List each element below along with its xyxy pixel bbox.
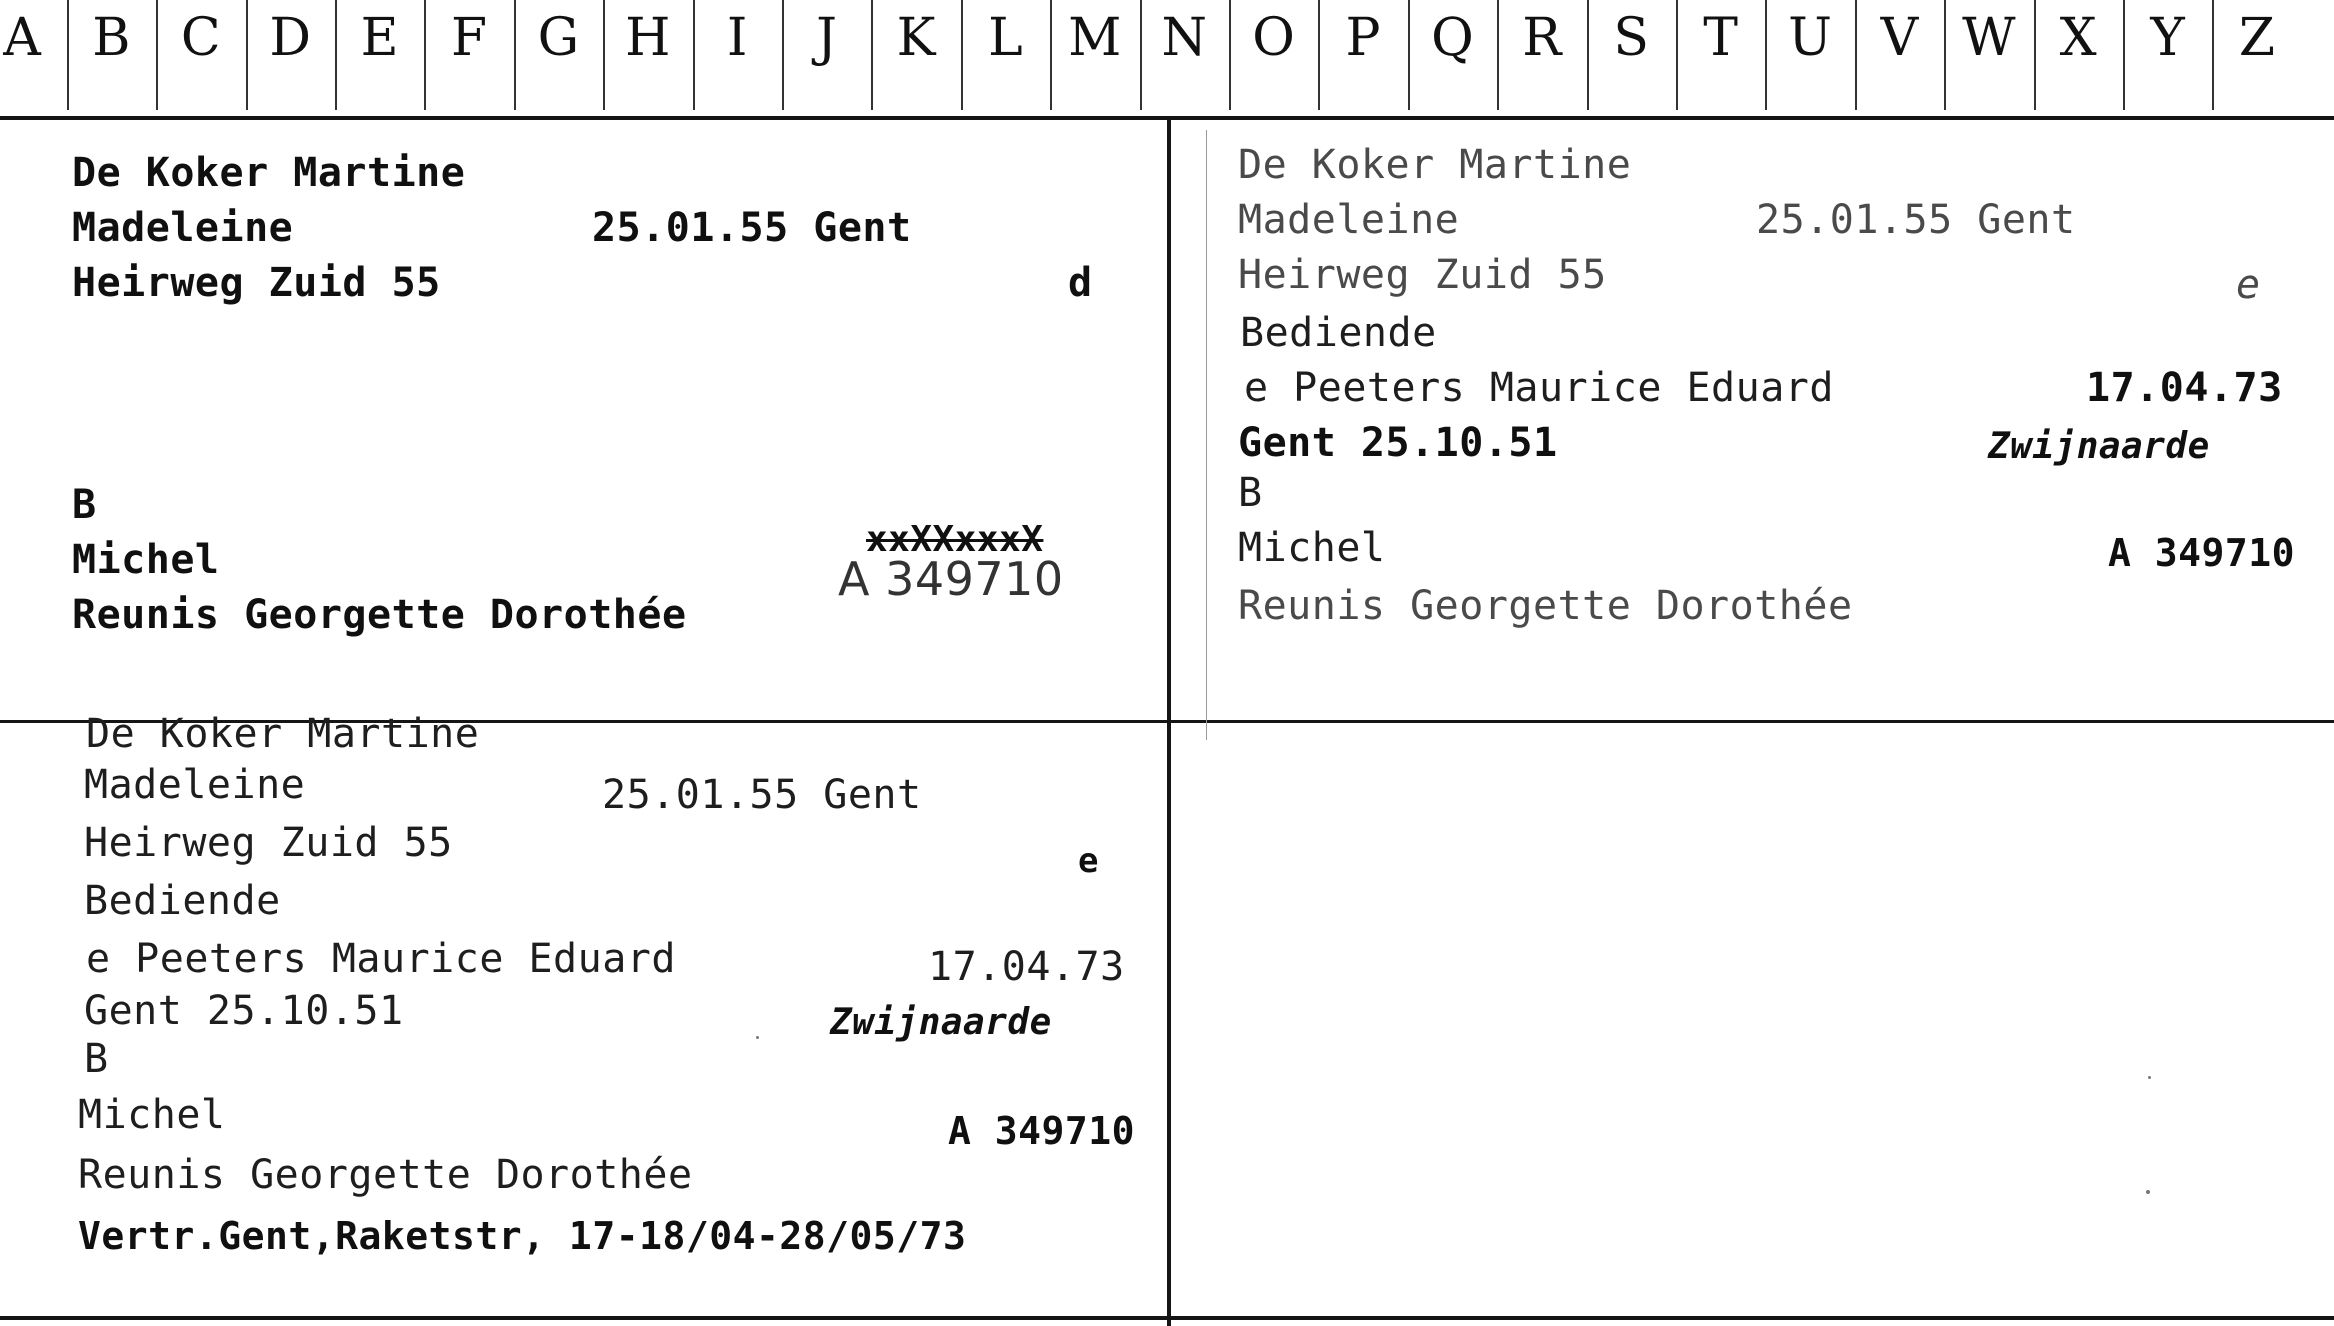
father-name: Michel	[1238, 525, 1386, 571]
ruler-letter-r: R	[1522, 8, 1562, 68]
ruler-tick	[1140, 0, 1142, 110]
address: Heirweg Zuid 55	[84, 820, 453, 866]
surname: De Koker Martine	[1238, 142, 1632, 188]
status-mark: e	[2236, 262, 2261, 308]
status-mark: d	[1068, 260, 1093, 306]
mother-name: Reunis Georgette Dorothée	[1238, 583, 1853, 629]
ruler-tick	[961, 0, 963, 110]
spouse-birth: Gent 25.10.51	[84, 988, 404, 1034]
occupation: Bediende	[84, 878, 281, 924]
ruler-letter-x: X	[2059, 8, 2097, 68]
spouse-name: e Peeters Maurice Eduard	[1244, 365, 1834, 411]
ruler-letter-t: T	[1703, 8, 1738, 68]
birth-date-place: 25.01.55 Gent	[1756, 197, 2076, 243]
ruler-tick	[1765, 0, 1767, 110]
scan-speck	[756, 1036, 759, 1039]
crossed-out-number: xxXXxxxX	[866, 519, 1044, 560]
registration-number: A 349710	[838, 552, 1064, 606]
ruler-tick	[424, 0, 426, 110]
ruler-letter-a: A	[3, 8, 41, 68]
surname: De Koker Martine	[86, 711, 480, 757]
marriage-date: 17.04.73	[928, 944, 1125, 990]
ruler-letter-g: G	[537, 8, 580, 68]
ruler-letter-w: W	[1962, 8, 2016, 68]
ruler-letter-u: U	[1788, 8, 1832, 68]
ruler-letter-l: L	[988, 8, 1023, 68]
ruler-tick	[1944, 0, 1946, 110]
mother-name: Reunis Georgette Dorothée	[72, 592, 687, 638]
ruler-letter-j: J	[816, 8, 838, 68]
ruler-tick	[156, 0, 158, 110]
marriage-place: Zwijnaarde	[1988, 426, 2210, 467]
ruler-letter-e: E	[360, 8, 399, 68]
ruler-letter-y: Y	[2150, 8, 2185, 68]
ruler-letter-o: O	[1252, 8, 1295, 68]
code-letter: B	[1238, 470, 1263, 516]
scan-speck	[2148, 1076, 2151, 1079]
ruler-tick	[1408, 0, 1410, 110]
ruler-tick	[871, 0, 873, 110]
ruler-letter-z: Z	[2238, 8, 2276, 68]
ruler-tick	[1587, 0, 1589, 110]
ruler-letter-q: Q	[1431, 8, 1474, 68]
ruler-letter-d: D	[269, 8, 312, 68]
code-letter: B	[72, 482, 97, 528]
surname: De Koker Martine	[72, 150, 466, 196]
address: Heirweg Zuid 55	[1238, 252, 1607, 298]
registration-number: A 349710	[948, 1109, 1136, 1153]
status-mark: e	[1078, 841, 1099, 881]
marriage-date: 17.04.73	[2086, 365, 2283, 411]
ruler-tick	[1229, 0, 1231, 110]
ruler-tick	[2212, 0, 2214, 110]
registration-number: A 349710	[2108, 531, 2296, 575]
ruler-letter-f: F	[450, 8, 488, 68]
ruler-tick	[782, 0, 784, 110]
address: Heirweg Zuid 55	[72, 260, 441, 306]
ruler-tick	[514, 0, 516, 110]
center-divider-line	[1167, 118, 1171, 1326]
ruler-tick	[1497, 0, 1499, 110]
ruler-tick	[2123, 0, 2125, 110]
ruler-tick	[1050, 0, 1052, 110]
ruler-tick	[67, 0, 69, 110]
ruler-tick	[246, 0, 248, 110]
ruler-letter-b: B	[92, 8, 131, 68]
birth-date-place: 25.01.55 Gent	[602, 772, 922, 818]
ruler-letter-p: P	[1345, 8, 1381, 68]
ruler-letter-v: V	[1880, 8, 1919, 68]
occupation: Bediende	[1240, 310, 1437, 356]
alphabet-ruler	[0, 0, 2334, 118]
ruler-tick	[2034, 0, 2036, 110]
ruler-letter-n: N	[1161, 8, 1207, 68]
father-name: Michel	[78, 1092, 226, 1138]
departure-note: Vertr.Gent,Raketstr, 17-18/04-28/05/73	[78, 1214, 967, 1258]
ruler-tick	[693, 0, 695, 110]
ruler-letter-s: S	[1613, 8, 1649, 68]
spouse-name: e Peeters Maurice Eduard	[86, 936, 676, 982]
ruler-letter-i: I	[726, 8, 748, 68]
ruler-tick	[335, 0, 337, 110]
ruler-letter-h: H	[625, 8, 671, 68]
ruler-letter-c: C	[180, 8, 221, 68]
father-name: Michel	[72, 537, 220, 583]
spouse-birth: Gent 25.10.51	[1238, 420, 1558, 466]
mother-name: Reunis Georgette Dorothée	[78, 1152, 693, 1198]
ruler-letter-k: K	[896, 8, 936, 68]
ruler-tick	[1855, 0, 1857, 110]
given-name: Madeleine	[1238, 197, 1460, 243]
ruler-tick	[1318, 0, 1320, 110]
ruler-tick	[1676, 0, 1678, 110]
scan-speck	[2146, 1190, 2150, 1194]
code-letter: B	[84, 1036, 109, 1082]
birth-date-place: 25.01.55 Gent	[592, 205, 912, 251]
faint-vertical-line	[1206, 130, 1207, 740]
ruler-letter-m: M	[1068, 8, 1122, 68]
marriage-place: Zwijnaarde	[830, 1002, 1052, 1043]
given-name: Madeleine	[84, 762, 306, 808]
ruler-tick	[603, 0, 605, 110]
given-name: Madeleine	[72, 205, 294, 251]
